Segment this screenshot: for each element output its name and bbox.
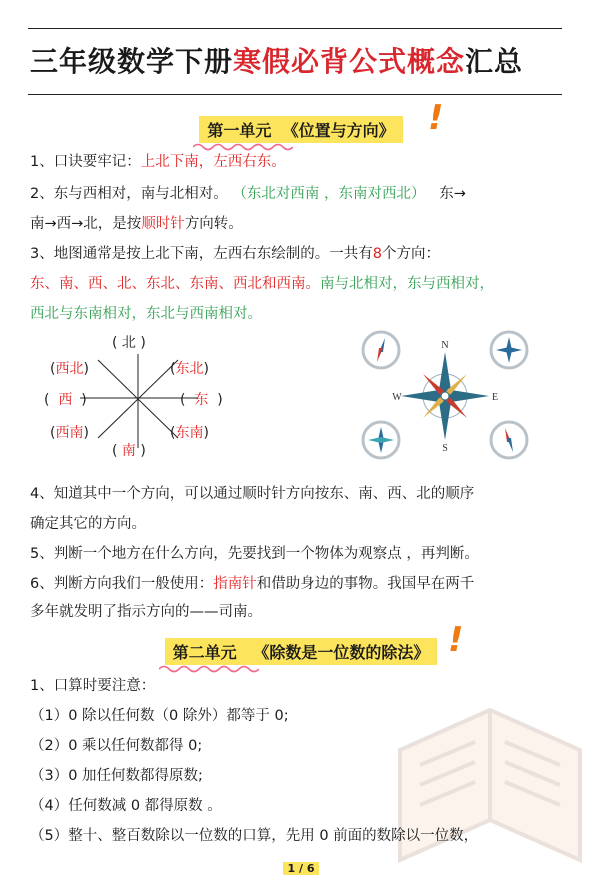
unit1-heading-box	[199, 116, 402, 143]
text: 8	[372, 246, 382, 262]
text: 顺时针	[141, 216, 185, 232]
unit2-item1: 1、口算时要注意：	[30, 678, 156, 694]
unit1-item6	[30, 574, 590, 594]
title-bottom-rule	[28, 94, 562, 95]
title-main: 三年级数学下册	[30, 45, 234, 78]
text: 2、东与西相对，南与北相对。	[30, 186, 228, 202]
unit1-item5: 5、判断一个地方在什么方向，先要找到一个物体为观察点 ，再判断。	[30, 546, 479, 562]
compass-w-label: W	[392, 392, 402, 403]
unit1-exclamation-icon: !	[428, 98, 444, 138]
text: 指南针	[213, 576, 257, 592]
text: 东、南、西、北、东北、东南、西北和西南。	[30, 276, 320, 292]
text: 东北	[175, 361, 204, 377]
text: 方向转。	[184, 216, 243, 232]
dir-southeast: (东南)	[170, 425, 209, 441]
dir-north: ( 北 )	[112, 335, 146, 351]
title-accent: 寒假必背公式概念	[233, 45, 466, 78]
unit1-label: 第一单元	[207, 121, 272, 140]
text: 6、判断方向我们一般使用：	[30, 576, 214, 592]
dir-west: ( 西 )	[44, 392, 87, 408]
unit2-rule5: （5）整十、整百数除以一位数的口算，先用 0 前面的数除以一位数，	[30, 828, 479, 844]
page-indicator-text: 1 / 6	[283, 862, 320, 875]
text: 北	[121, 335, 136, 351]
dir-northeast: (东北)	[170, 361, 209, 377]
text: 西南	[55, 425, 84, 441]
compass-rose-icon	[355, 328, 535, 464]
unit2-rule3: （3）0 加任何数都得原数;	[30, 768, 203, 784]
unit2-heading-box	[165, 638, 438, 665]
unit2-subtitle: 《除数是一位数的除法》	[253, 643, 430, 662]
unit1-item3-cont2	[30, 304, 590, 324]
text: 西北	[55, 361, 84, 377]
text: 东→	[439, 186, 466, 202]
text: （东北对西南 ，东南对西北）	[232, 186, 426, 202]
unit1-item4-cont: 确定其它的方向。	[30, 516, 146, 532]
text: 上北下南，左西右东。	[140, 154, 286, 170]
text: 3、地图通常是按上北下南，左西右东绘制的。一共有	[30, 246, 373, 262]
unit1-item3-cont	[30, 274, 590, 294]
page-title	[30, 40, 590, 80]
text: 西	[58, 392, 73, 408]
unit1-underline-squiggle	[193, 142, 293, 152]
page-indicator	[0, 857, 602, 876]
title-top-rule	[28, 28, 562, 29]
unit2-rule2: （2）0 乘以任何数都得 0;	[30, 738, 203, 754]
text: 南与北相对，东与西相对，	[320, 276, 494, 292]
unit1-item3	[30, 244, 590, 264]
text: 东南	[175, 425, 204, 441]
unit1-item4: 4、知道其中一个方向，可以通过顺时针方向按东、南、西、北的顺序	[30, 486, 475, 502]
unit2-exclamation-icon: !	[448, 620, 464, 660]
unit1-subtitle: 《位置与方向》	[282, 121, 395, 140]
text: 东	[194, 392, 209, 408]
unit1-item1	[30, 152, 590, 172]
text: 1、口诀要牢记：	[30, 154, 141, 170]
dir-southwest: (西南)	[50, 425, 89, 441]
dir-northwest: (西北)	[50, 361, 89, 377]
unit1-item2	[30, 184, 590, 204]
compass-s-label: S	[442, 443, 448, 454]
unit2-heading	[0, 638, 602, 665]
unit1-item6-cont: 多年就发明了指示方向的——司南。	[30, 604, 262, 620]
text: 南→西→北，是按	[30, 216, 142, 232]
unit2-label: 第二单元	[172, 643, 237, 662]
unit2-rule4: （4）任何数减 0 都得原数 。	[30, 798, 222, 814]
compass-n-label: N	[441, 340, 449, 351]
dir-east: ( 东 )	[180, 392, 223, 408]
text: 和借助身边的事物。我国早在两千	[256, 576, 475, 592]
text: 西北与东南相对，东北与西南相对。	[30, 306, 262, 322]
unit1-item2-cont	[30, 214, 590, 234]
text: 南	[121, 443, 136, 459]
unit2-rule1: （1）0 除以任何数（0 除外）都等于 0;	[30, 708, 289, 724]
text: 个方向：	[381, 246, 440, 262]
title-tail: 汇总	[465, 45, 524, 78]
dir-south: ( 南 )	[112, 443, 146, 459]
unit1-heading	[0, 116, 602, 143]
unit2-underline-squiggle	[159, 664, 259, 674]
compass-e-label: E	[491, 392, 499, 403]
